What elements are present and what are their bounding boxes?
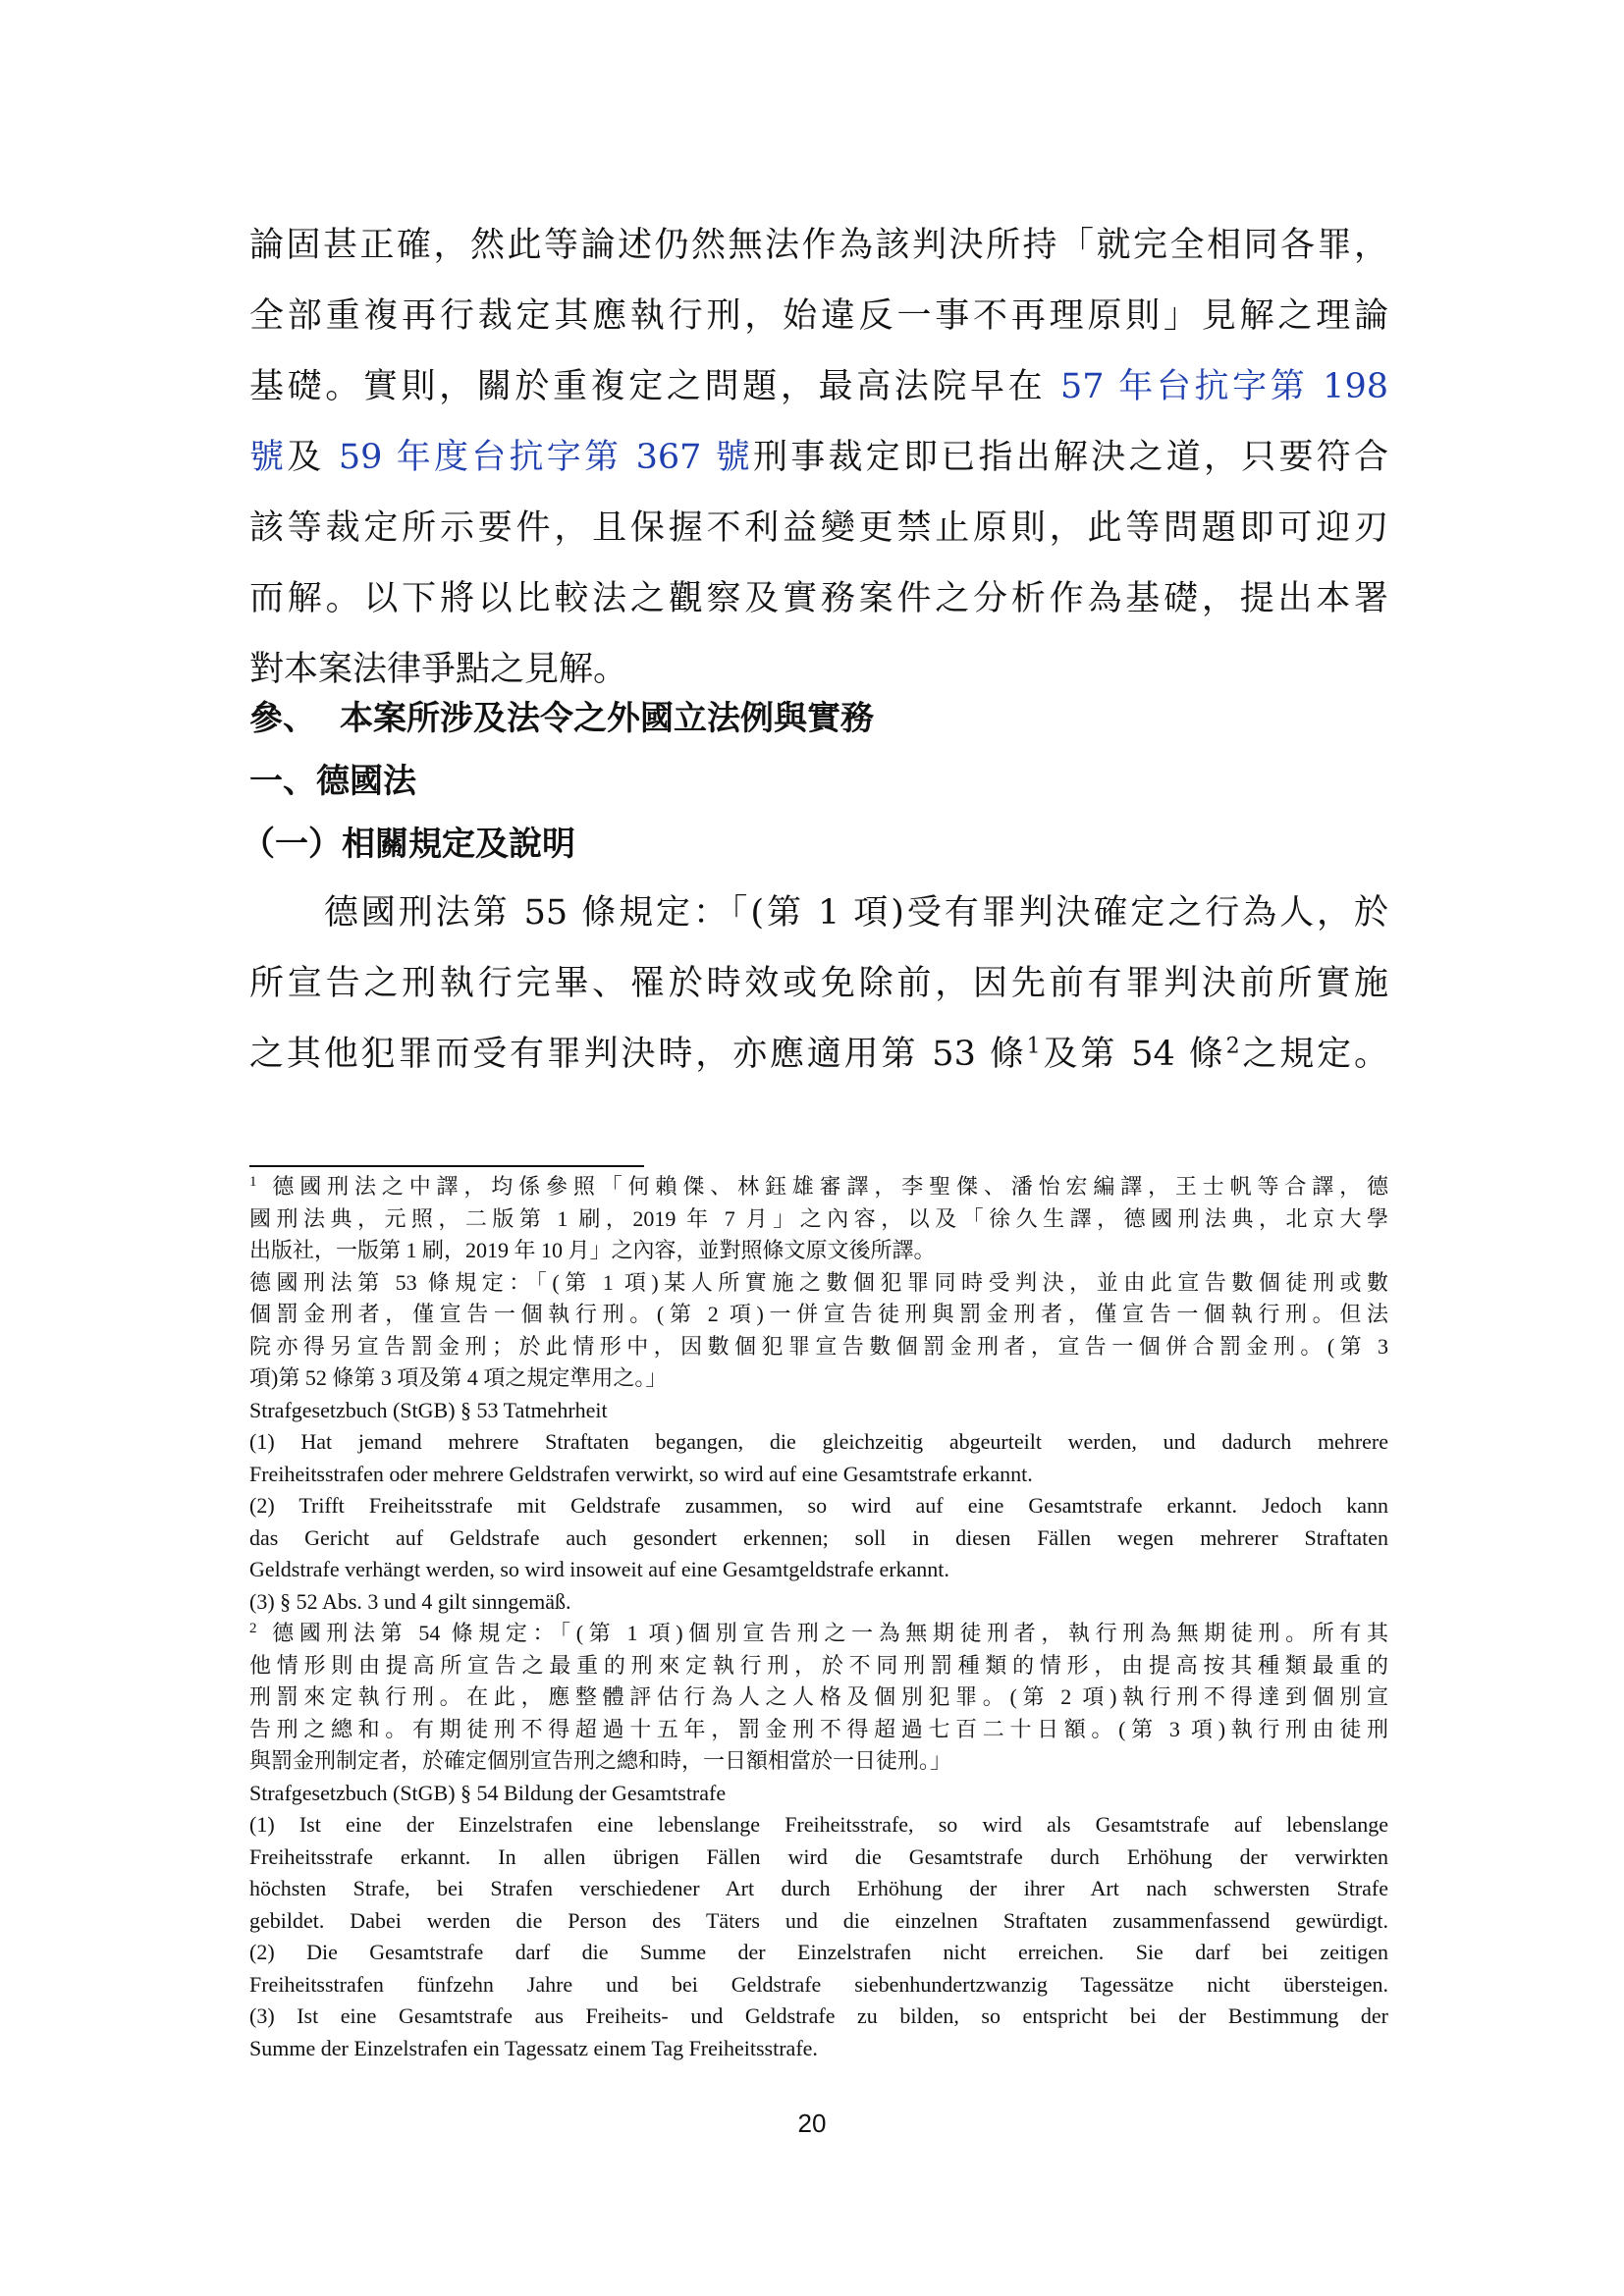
body-line: 全部重複再行裁定其應執行刑，始違反一事不再理原則」見解之理論	[249, 296, 1388, 336]
footnote-mark-2: 2	[249, 1620, 257, 1636]
section-heading-marker: 參、	[249, 699, 316, 738]
footnote-mark-1: 1	[249, 1173, 257, 1190]
footnote-line: (2) Die Gesamtstrafe darf die Summe der Einzelstrafen nicht erreichen. Sie darf bei zeitigen	[249, 1940, 1388, 1964]
footnote-2	[249, 1618, 1388, 2064]
footnote-line: Freiheitsstrafen fünfzehn Jahre und bei Geldstrafe siebenhundertzwanzig Tagessätze nicht übersteigen.	[249, 1971, 1388, 1997]
footnote-line: 告刑之總和。有期徒刑不得超過十五年，罰金刑不得超過七百二十日額。(第 3 項)執行刑由徒刑	[249, 1716, 1388, 1741]
footnote-line: (3) § 52 Abs. 3 und 4 gilt sinngemäß.	[249, 1588, 571, 1614]
footnote-1	[249, 1171, 1388, 1618]
footnote-line: 項)第 52 條第 3 項及第 4 項之規定準用之。」	[249, 1365, 668, 1390]
footnote-line	[249, 1618, 1388, 1650]
footnote-line: Strafgesetzbuch (StGB) § 54 Bildung der Gesamtstrafe	[249, 1780, 727, 1805]
body-text-fragment: 及	[287, 438, 339, 477]
footnote-line	[249, 1171, 1388, 1203]
case-citation-link-59-tai-kang-367[interactable]: 59 年度台抗字第 367 號	[338, 438, 754, 477]
body-line	[249, 1019, 1388, 1090]
footnote-line: (1) Ist eine der Einzelstrafen eine lebenslange Freiheitsstrafe, so wird als Gesamtstrafe auf lebenslange	[249, 1812, 1388, 1837]
footnote-line: Strafgesetzbuch (StGB) § 53 Tatmehrheit	[249, 1397, 608, 1422]
footnote-text: 德國刑法第 54 條規定：「(第 1 項)個別宣告刑之一為無期徒刑者，執行刑為無期徒刑。所有其	[266, 1621, 1388, 1645]
body-line	[249, 351, 1388, 422]
footnote-line: gebildet. Dabei werden die Person des Täters und die einzelnen Straftaten zusammenfassend gewürdigt.	[249, 1907, 1388, 1933]
subsubsection-heading: （一）相關規定及說明	[242, 825, 575, 864]
body-text-fragment: 之其他犯罪而受有罪判決時，亦應適用第 53 條	[249, 1035, 1027, 1074]
body-paragraph-1	[249, 210, 1388, 705]
footnote-reference-1[interactable]: 1	[1026, 1034, 1041, 1059]
body-line: 該等裁定所示要件，且保握不利益變更禁止原則，此等問題即可迎刃	[249, 508, 1388, 548]
body-line	[249, 422, 1388, 493]
footnote-line: 刑罰來定執行刑。在此，應整體評估行為人之人格及個別犯罪。(第 2 項)執行刑不得達到個別宣	[249, 1684, 1388, 1709]
body-text-fragment: 之規定。	[1239, 1035, 1388, 1074]
footnote-line: (3) Ist eine Gesamtstrafe aus Freiheits- und Geldstrafe zu bilden, so entspricht bei der Bestimmung der	[249, 2003, 1388, 2028]
case-citation-link-57-tai-kang-198-cont[interactable]: 號	[249, 438, 288, 477]
body-paragraph-2	[249, 878, 1388, 1090]
footnote-line: 出版社，一版第 1 刷，2019 年 10 月」之內容，並對照條文原文後所譯。	[249, 1238, 936, 1262]
body-line: 所宣告之刑執行完畢、罹於時效或免除前，因先前有罪判決前所實施	[249, 964, 1388, 1003]
footnote-line: Geldstrafe verhängt werden, so wird insoweit auf eine Gesamtgeldstrafe erkannt.	[249, 1557, 949, 1581]
body-line: 德國刑法第 55 條規定：「(第 1 項)受有罪判決確定之行為人，於	[249, 893, 1388, 933]
section-heading	[249, 691, 874, 746]
body-line: 對本案法律爭點之見解。	[249, 650, 628, 689]
footnote-line: Freiheitsstrafe erkannt. In allen übrigen Fällen wird die Gesamtstrafe durch Erhöhung der verwirkten	[249, 1843, 1388, 1869]
section-heading-title: 本案所涉及法令之外國立法例與實務	[340, 699, 874, 738]
footnote-text: 德國刑法之中譯，均係參照「何賴傑、林鈺雄審譯，李聖傑、潘怡宏編譯，王士帆等合譯，德	[266, 1174, 1388, 1199]
footnote-separator-rule	[249, 1165, 644, 1167]
page-number: 20	[797, 2109, 827, 2138]
footnote-line: 他情形則由提高所宣告之最重的刑來定執行刑，於不同刑罰種類的情形，由提高按其種類最重的	[249, 1652, 1388, 1678]
footnote-line: (2) Trifft Freiheitsstrafe mit Geldstrafe zusammen, so wird auf eine Gesamtstrafe erkannt. Jedoch kann	[249, 1493, 1388, 1518]
body-text-fragment: 刑事裁定即已指出解決之道，只要符合	[753, 438, 1388, 477]
body-line: 而解。以下將以比較法之觀察及實務案件之分析作為基礎，提出本署	[249, 579, 1388, 618]
footnote-line: Freiheitsstrafen oder mehrere Geldstrafen verwirkt, so wird auf eine Gesamtstrafe erkannt.	[249, 1461, 1033, 1486]
footnote-line: das Gericht auf Geldstrafe auch gesondert erkennen; soll in diesen Fällen wegen mehrerer Straftaten	[249, 1524, 1388, 1550]
footnote-line: höchsten Strafe, bei Strafen verschiedener Art durch Erhöhung der ihrer Art nach schwersten Strafe	[249, 1876, 1388, 1900]
footnote-line: 國刑法典，元照，二版第 1 刷，2019 年 7 月」之內容，以及「徐久生譯，德國刑法典，北京大學	[249, 1205, 1388, 1231]
footnote-reference-2[interactable]: 2	[1225, 1034, 1240, 1059]
subsection-heading: 一、德國法	[249, 762, 416, 801]
body-text-fragment: 及第 54 條	[1040, 1035, 1226, 1074]
footnote-line: 個罰金刑者，僅宣告一個執行刑。(第 2 項)一併宣告徒刑與罰金刑者，僅宣告一個執行刑。但法	[249, 1302, 1388, 1326]
body-text-fragment: 基礎。實則，關於重複定之問題，最高法院早在	[249, 367, 1060, 406]
footnote-line: Summe der Einzelstrafen ein Tagessatz einem Tag Freiheitsstrafe.	[249, 2035, 818, 2060]
footnote-line: 與罰金刑制定者，於確定個別宣告刑之總和時，一日額相當於一日徒刑。」	[249, 1748, 952, 1773]
footnote-line: 德國刑法第 53 條規定：「(第 1 項)某人所實施之數個犯罪同時受判決，並由此宣告數個徒刑或數	[249, 1269, 1388, 1295]
footnote-line: (1) Hat jemand mehrere Straftaten begangen, die gleichzeitig abgeurteilt werden, und dadurch mehrere	[249, 1429, 1388, 1454]
case-citation-link-57-tai-kang-198[interactable]: 57 年台抗字第 198	[1059, 367, 1388, 406]
footnote-line: 院亦得另宣告罰金刑；於此情形中，因數個犯罪宣告數個罰金刑者，宣告一個併合罰金刑。(第 3	[249, 1333, 1388, 1359]
body-line: 論固甚正確，然此等論述仍然無法作為該判決所持「就完全相同各罪，	[249, 226, 1388, 265]
